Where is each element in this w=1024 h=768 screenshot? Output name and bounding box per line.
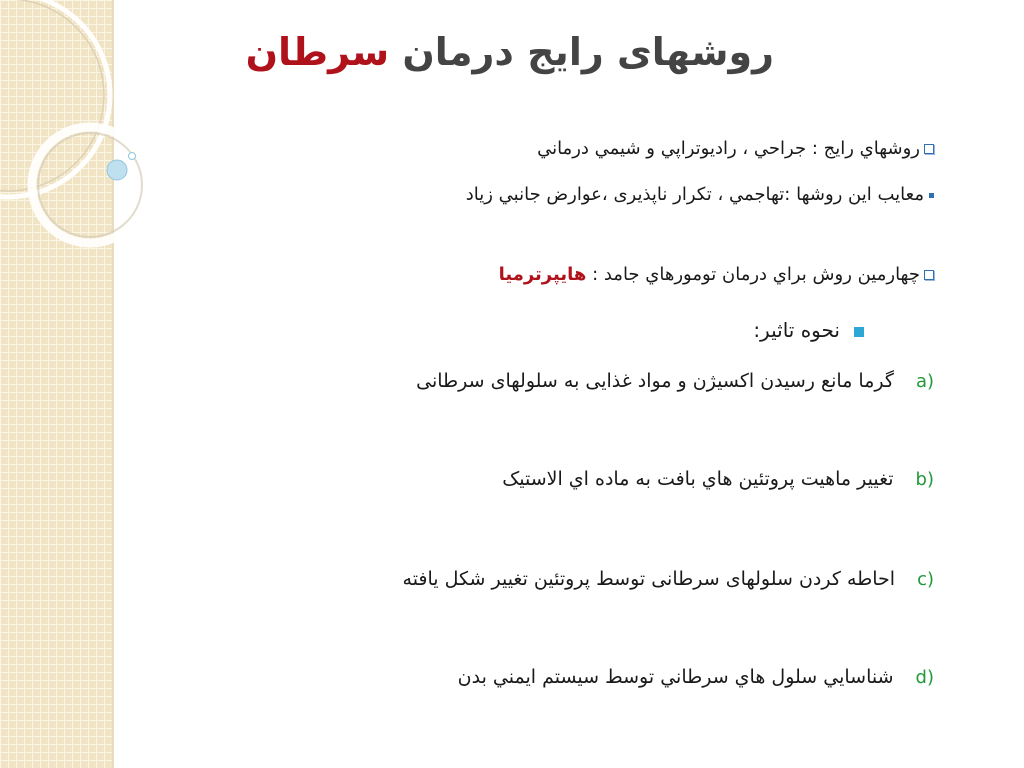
bullet-methods bbox=[537, 138, 934, 159]
small-dot-icon bbox=[129, 153, 136, 160]
blue-dot-icon bbox=[107, 160, 127, 180]
item-text: تغيير ماهيت پروتئين هاي بافت به ماده اي الاستيک bbox=[502, 468, 894, 490]
bullet-disadvantages bbox=[466, 184, 934, 205]
list-item bbox=[458, 666, 934, 688]
hyperthermia-highlight: هايپرترميا bbox=[498, 264, 587, 285]
item-text: شناسايي سلول هاي سرطاني توسط سيستم ايمني بدن bbox=[457, 666, 894, 688]
list-item bbox=[416, 370, 934, 392]
item-text: گرما مانع رسیدن اکسیژن و مواد غذایی به سلولهای سرطانی bbox=[416, 370, 894, 392]
bullet-text: معايب اين روشها :تهاجمي ، تکرار ناپذیری ،عوارض جانبي زياد bbox=[465, 184, 924, 205]
decorative-rings bbox=[0, 0, 150, 300]
title-accent: سرطان bbox=[245, 30, 390, 74]
slide-title bbox=[246, 30, 774, 74]
bullet-text: چهارمين روش براي درمان تومورهاي جامد : bbox=[586, 264, 920, 285]
item-letter: c) bbox=[917, 569, 934, 590]
hollow-square-bullet-icon bbox=[924, 270, 934, 280]
small-square-bullet-icon bbox=[929, 193, 934, 198]
title-main: روشهای رایج درمان bbox=[402, 30, 774, 74]
bullet-text: روشهاي رايج : جراحي ، راديوتراپي و شيمي درماني bbox=[537, 138, 920, 159]
list-item bbox=[502, 468, 934, 490]
item-letter: a) bbox=[915, 371, 934, 392]
impact-heading bbox=[753, 318, 864, 342]
item-letter: b) bbox=[915, 469, 934, 490]
hollow-square-bullet-icon bbox=[924, 144, 934, 154]
impact-heading-text: نحوه تاثير: bbox=[753, 318, 840, 342]
item-letter: d) bbox=[915, 667, 934, 688]
bullet-fourth-method bbox=[499, 264, 934, 285]
filled-square-bullet-icon bbox=[854, 327, 864, 337]
item-text: احاطه کردن سلولهای سرطانی توسط پروتئین تغییر شکل یافته bbox=[402, 568, 896, 590]
list-item bbox=[403, 568, 934, 590]
